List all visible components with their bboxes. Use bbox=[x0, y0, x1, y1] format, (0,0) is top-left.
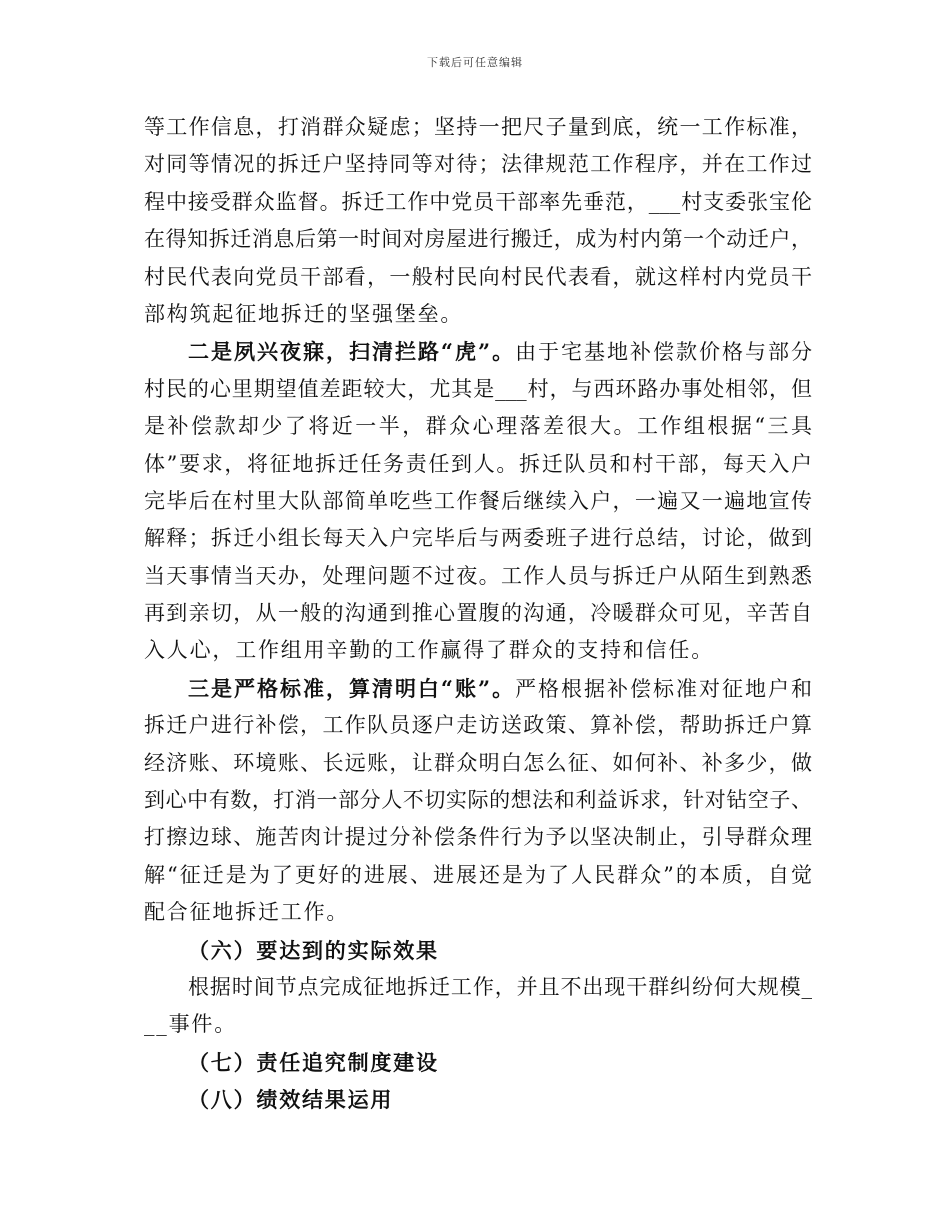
paragraph-line: __事件。 bbox=[144, 1012, 237, 1037]
section-heading: （八）绩效结果运用 bbox=[188, 1087, 394, 1113]
section-lead-bold: 二是夙兴夜寐，扫清拦路“虎”。 bbox=[188, 339, 516, 365]
paragraph-line: 拆迁户进行补偿，工作队员逐户走访送政策、算补偿，帮助拆迁户算 bbox=[144, 713, 812, 738]
paragraph-line: 村民代表向党员干部看，一般村民向村民代表看，就这样村内党员干 bbox=[144, 264, 812, 289]
section-heading: （六）要达到的实际效果 bbox=[188, 937, 439, 963]
paragraph-line: 完毕后在村里大队部简单吃些工作餐后继续入户，一遍又一遍地宣传 bbox=[144, 488, 812, 513]
section-lead-line: 三是严格标准，算清明白“账”。严格根据补偿标准对征地户和 bbox=[188, 675, 812, 701]
paragraph-line: 体”要求，将征地拆迁任务责任到人。拆迁队员和村干部，每天入户 bbox=[144, 451, 812, 476]
paragraph-line: 是补偿款却少了将近一半，群众心理落差很大。工作组根据“三具 bbox=[144, 414, 812, 439]
paragraph-line: 程中接受群众监督。拆迁工作中党员干部率先垂范，___村支委张宝伦 bbox=[144, 189, 812, 214]
paragraph-line: 部构筑起征地拆迁的坚强堡垒。 bbox=[144, 301, 464, 326]
paragraph-line: 再到亲切，从一般的沟通到推心置腹的沟通，冷暖群众可见，辛苦自 bbox=[144, 601, 812, 626]
paragraph-line: 根据时间节点完成征地拆迁工作，并且不出现干群纠纷何大规模_ bbox=[188, 974, 812, 999]
document-body bbox=[144, 109, 812, 1119]
paragraph-line: 打擦边球、施苦肉计提过分补偿条件行为予以坚决制止，引导群众理 bbox=[144, 825, 812, 850]
section-lead-line: 二是夙兴夜寐，扫清拦路“虎”。由于宅基地补偿款价格与部分 bbox=[188, 339, 812, 365]
paragraph-line: 等工作信息，打消群众疑虑；坚持一把尺子量到底，统一工作标准， bbox=[144, 115, 812, 139]
section-heading: （七）责任追究制度建设 bbox=[188, 1049, 439, 1075]
paragraph-line: 村民的心里期望值差距较大，尤其是___村，与西环路办事处相邻，但 bbox=[144, 376, 812, 401]
section-lead-bold: 三是严格标准，算清明白“账”。 bbox=[188, 675, 516, 701]
paragraph-line: 入人心，工作组用辛勤的工作赢得了群众的支持和信任。 bbox=[144, 638, 714, 663]
paragraph-line: 配合征地拆迁工作。 bbox=[144, 900, 350, 925]
paragraph-line: 到心中有数，打消一部分人不切实际的想法和利益诉求，针对钻空子、 bbox=[144, 788, 812, 813]
paragraph-line: 在得知拆迁消息后第一时间对房屋进行搬迁，成为村内第一个动迁户， bbox=[144, 227, 812, 252]
paragraph-line: 经济账、环境账、长远账，让群众明白怎么征、如何补、补多少，做 bbox=[144, 750, 812, 775]
paragraph-line: 当天事情当天办，处理问题不过夜。工作人员与拆迁户从陌生到熟悉 bbox=[144, 563, 812, 588]
paragraph-line: 解释；拆迁小组长每天入户完毕后与两委班子进行总结，讨论，做到 bbox=[144, 526, 812, 551]
page-header: 下载后可任意编辑 bbox=[427, 56, 523, 69]
paragraph-line: 对同等情况的拆迁户坚持同等对待；法律规范工作程序，并在工作过 bbox=[144, 152, 812, 177]
paragraph-line: 解“征迁是为了更好的进展、进展还是为了人民群众”的本质，自觉 bbox=[144, 862, 812, 887]
